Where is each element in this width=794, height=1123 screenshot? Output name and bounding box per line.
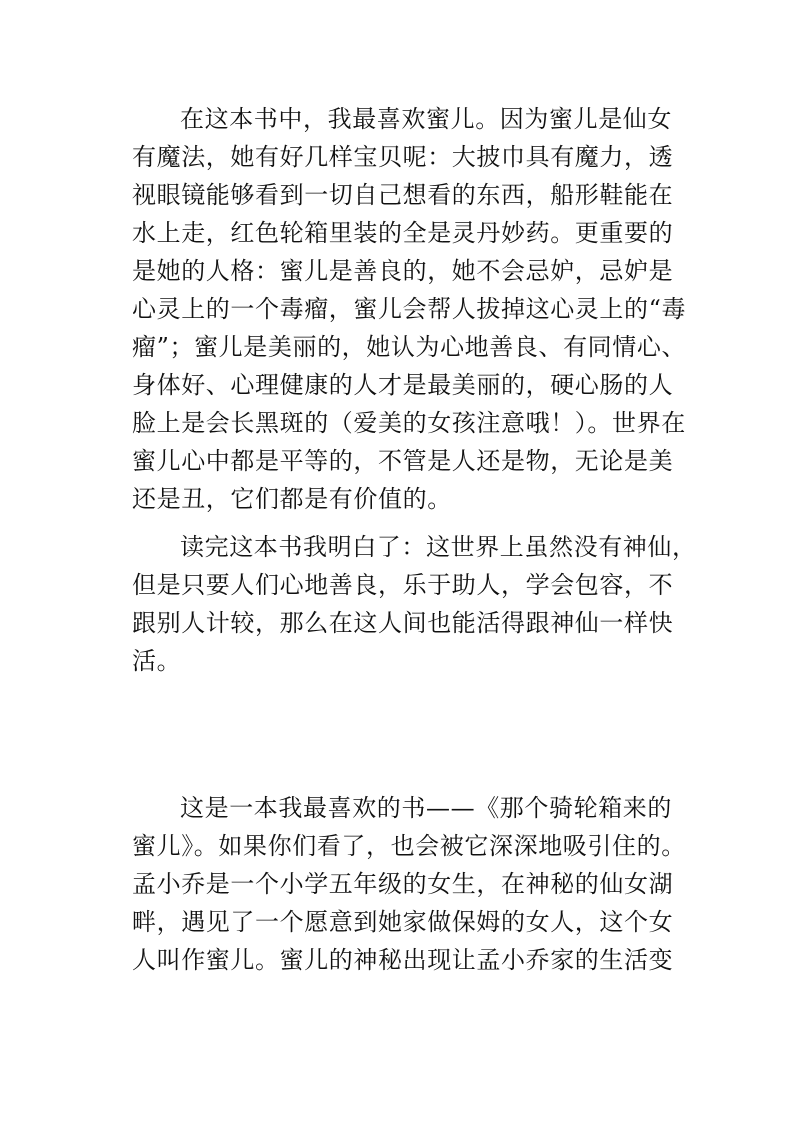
text-line: 这是一本我最喜欢的书——《那个骑轮箱来的	[180, 794, 672, 822]
text-line: 视眼镜能够看到一切自己想看的东西，船形鞋能在	[132, 181, 674, 209]
text-line: 心灵上的一个毒瘤，蜜儿会帮人拔掉这心灵上的“毒	[132, 295, 687, 323]
text-line: 蜜儿》。如果你们看了，也会被它深深地吸引住的。	[132, 832, 686, 860]
text-line: 是她的人格：蜜儿是善良的，她不会忌妒，忌妒是	[132, 257, 674, 285]
text-line: 人叫作蜜儿。蜜儿的神秘出现让孟小乔家的生活变	[132, 946, 674, 974]
text-line: 有魔法，她有好几样宝贝呢：大披巾具有魔力，透	[132, 143, 674, 171]
text-line: 水上走，红色轮箱里装的全是灵丹妙药。更重要的	[132, 219, 674, 247]
text-line: 身体好、心理健康的人才是最美丽的，硬心肠的人	[132, 371, 674, 399]
text-line: 但是只要人们心地善良，乐于助人，学会包容，不	[132, 571, 674, 599]
text-line: 读完这本书我明白了：这世界上虽然没有神仙，	[180, 533, 697, 561]
text-line: 脸上是会长黑斑的（爱美的女孩注意哦！）。世界在	[132, 409, 686, 437]
text-line: 活。	[132, 647, 182, 675]
text-line: 孟小乔是一个小学五年级的女生，在神秘的仙女湖	[132, 870, 674, 898]
text-line: 还是丑，它们都是有价值的。	[132, 485, 452, 513]
text-line: 在这本书中，我最喜欢蜜儿。因为蜜儿是仙女	[180, 105, 672, 133]
text-line: 瘤”；蜜儿是美丽的，她认为心地善良、有同情心、	[132, 333, 687, 361]
text-line: 跟别人计较，那么在这人间也能活得跟神仙一样快	[132, 609, 674, 637]
text-line: 畔，遇见了一个愿意到她家做保姆的女人，这个女	[132, 908, 674, 936]
text-line: 蜜儿心中都是平等的，不管是人还是物，无论是美	[132, 447, 674, 475]
